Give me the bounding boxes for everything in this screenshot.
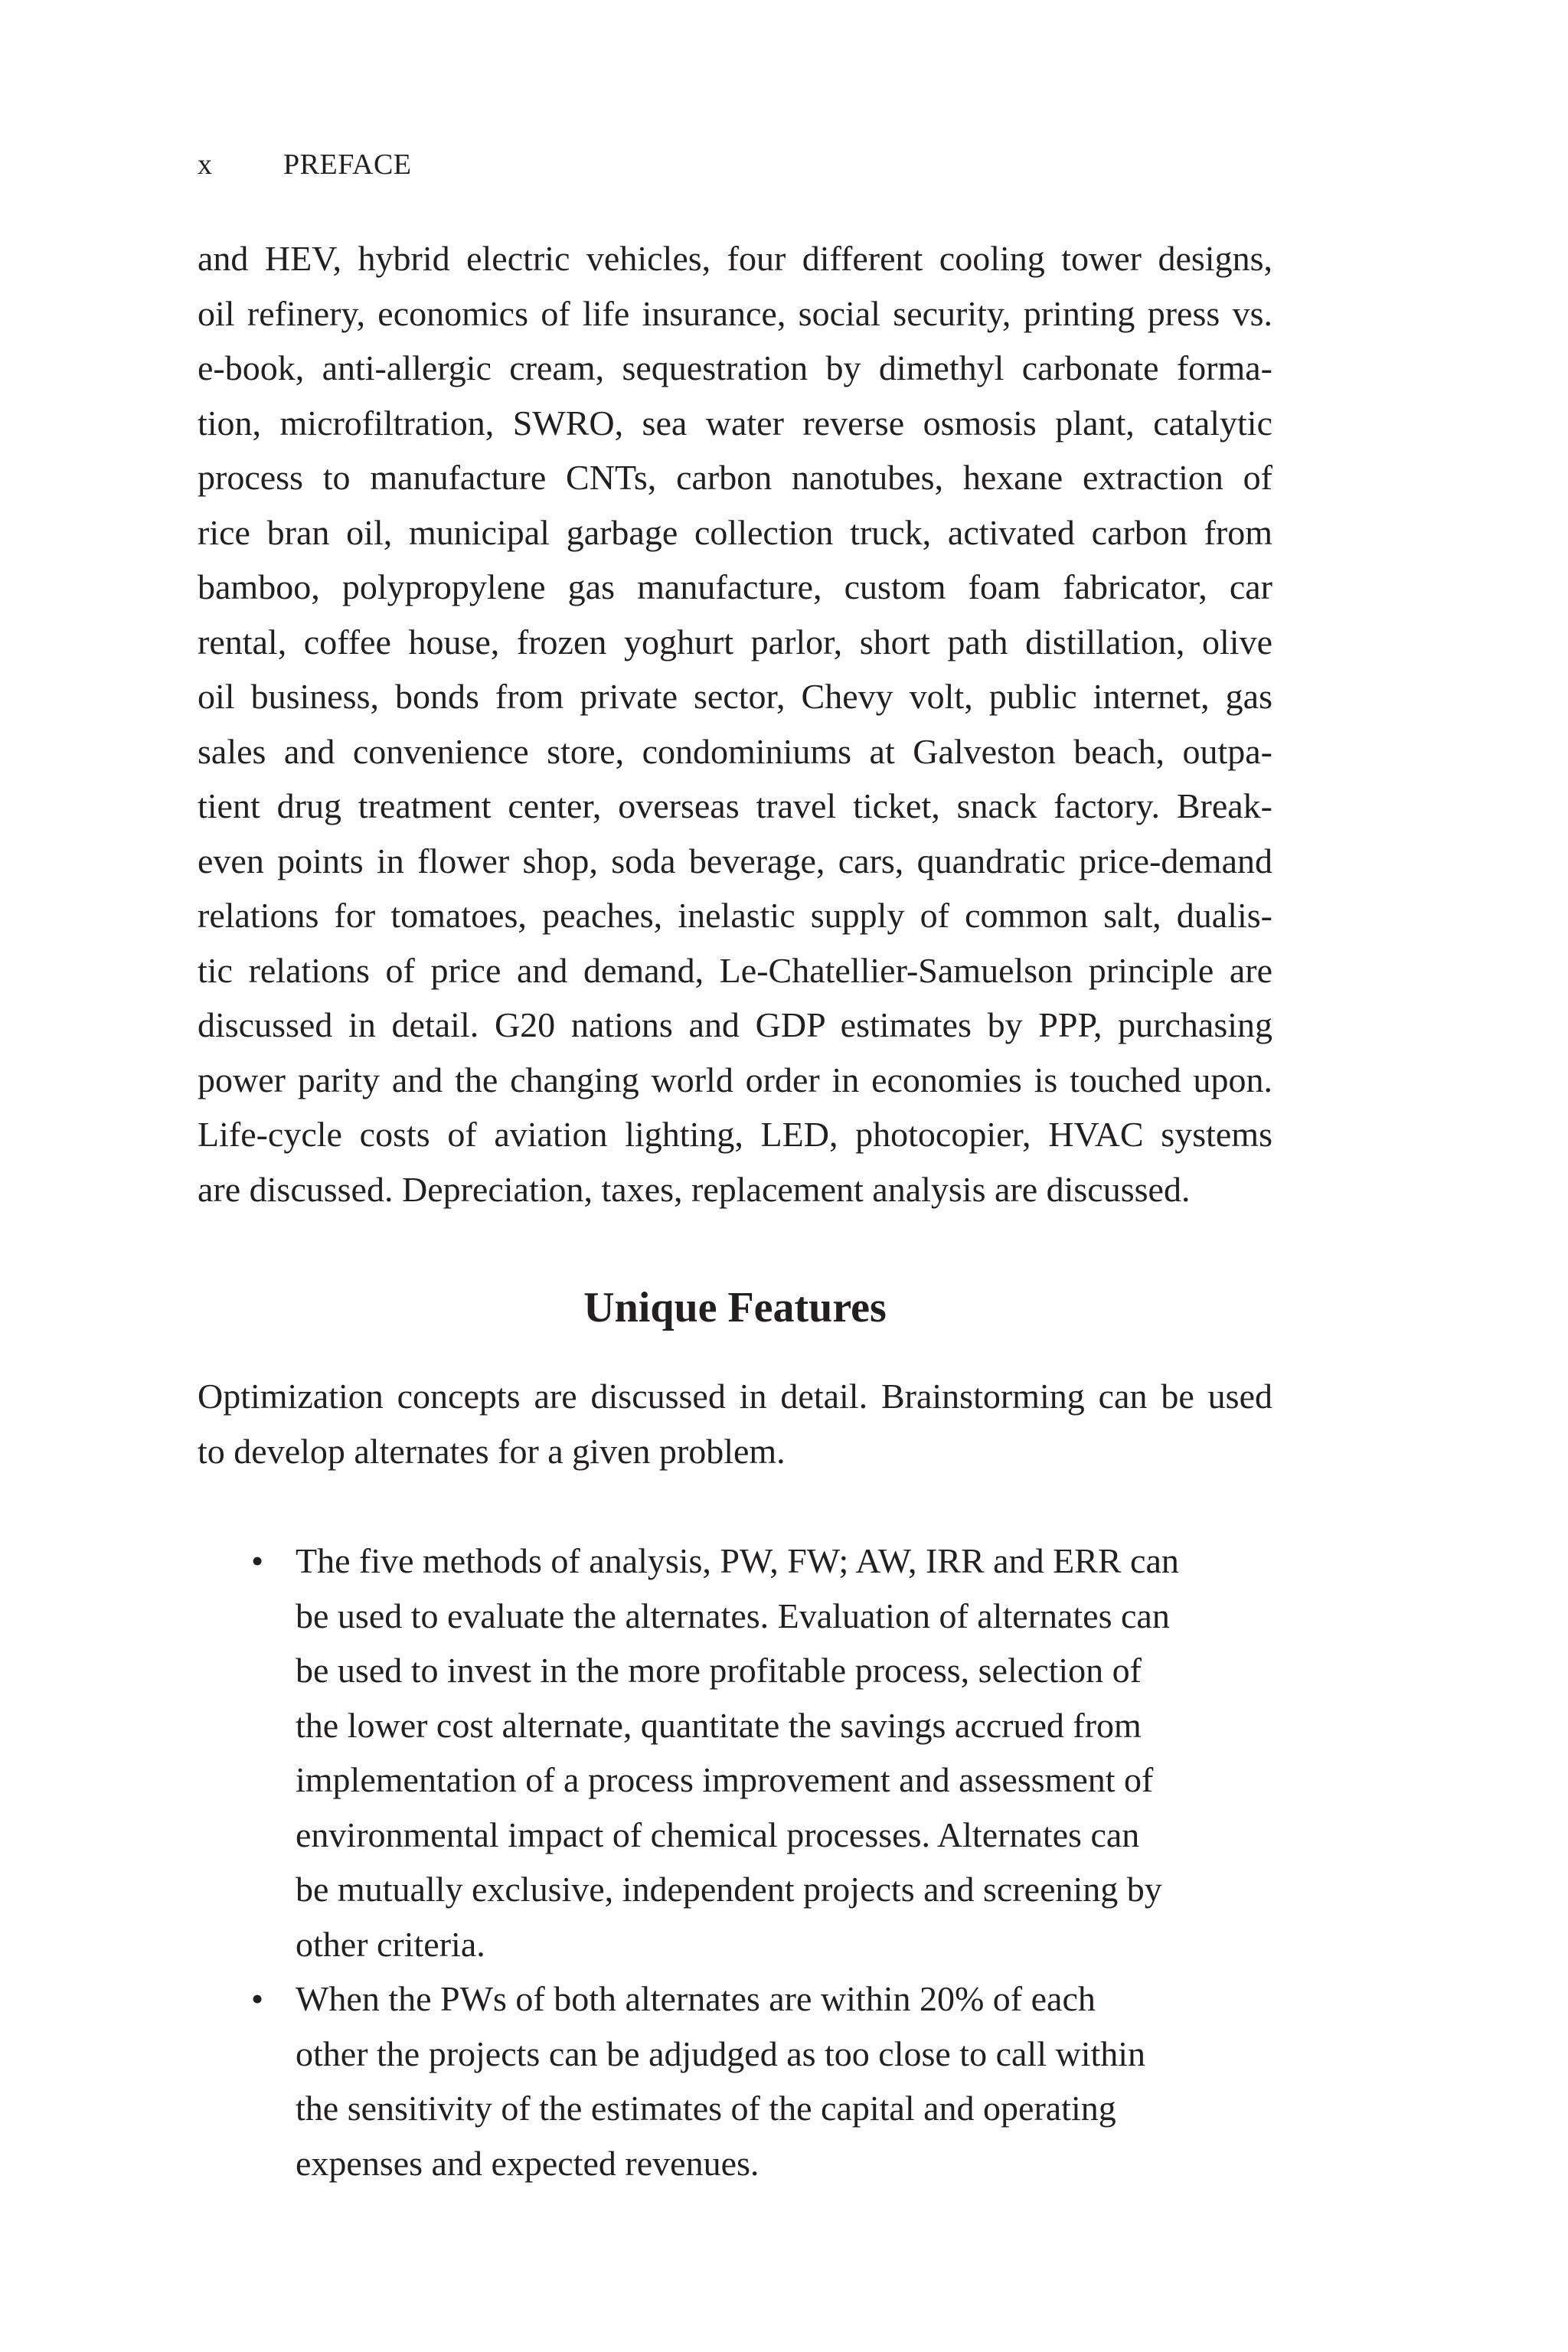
- text-line: relations for tomatoes, peaches, inelastic supply of common salt, dualis-: [198, 896, 1272, 935]
- text-line: e-book, anti-allergic cream, sequestration by dimethyl carbonate forma-: [198, 348, 1272, 387]
- bullet-text-line: other criteria.: [296, 1924, 485, 1964]
- text-line: Optimization concepts are discussed in detail. Brainstorming can be used: [198, 1377, 1272, 1416]
- page-number: x: [198, 149, 213, 181]
- bullet-text-line: be used to invest in the more profitable process, selection of: [296, 1651, 1142, 1690]
- text-line: tion, microfiltration, SWRO, sea water reverse osmosis plant, catalytic: [198, 403, 1272, 443]
- bullet-text-line: expenses and expected revenues.: [296, 2143, 760, 2183]
- bullet-text-line: The five methods of analysis, PW, FW; AW, IRR and ERR can: [296, 1541, 1179, 1580]
- bullet-icon: •: [251, 1541, 264, 1580]
- bullet-text-line: When the PWs of both alternates are within 20% of each: [296, 1979, 1096, 2018]
- text-line: tient drug treatment center, overseas travel ticket, snack factory. Break-: [198, 786, 1272, 825]
- text-line: are discussed. Depreciation, taxes, replacement analysis are discussed.: [198, 1169, 1191, 1209]
- text-line: sales and convenience store, condominiums at Galveston beach, outpa-: [198, 731, 1272, 771]
- text-line: rental, coffee house, frozen yoghurt parlor, short path distillation, olive: [198, 622, 1272, 662]
- text-line: power parity and the changing world order in economies is touched upon.: [198, 1060, 1272, 1099]
- text-line: Life-cycle costs of aviation lighting, LED, photocopier, HVAC systems: [198, 1115, 1272, 1154]
- bullet-list: [198, 1534, 1272, 2190]
- text-line: oil business, bonds from private sector, Chevy volt, public internet, gas: [198, 677, 1272, 716]
- bullet-text-line: the sensitivity of the estimates of the capital and operating: [296, 2089, 1116, 2128]
- text-line: to develop alternates for a given problem.: [198, 1431, 786, 1471]
- bullet-item: [198, 1971, 1272, 2190]
- bullet-text-line: the lower cost alternate, quantitate the savings accrued from: [296, 1705, 1142, 1745]
- bullet-text-line: be mutually exclusive, independent projects and screening by: [296, 1870, 1162, 1909]
- bullet-text-line: other the projects can be adjudged as too close to call within: [296, 2034, 1146, 2073]
- text-line: discussed in detail. G20 nations and GDP estimates by PPP, purchasing: [198, 1005, 1272, 1044]
- running-head: [198, 145, 412, 184]
- text-line: oil refinery, economics of life insurance, social security, printing press vs.: [198, 293, 1272, 333]
- text-line: even points in flower shop, soda beverage, cars, quandratic price-demand: [198, 841, 1272, 880]
- features-paragraph: [198, 1369, 1272, 1478]
- text-line: tic relations of price and demand, Le-Chatellier-Samuelson principle are: [198, 950, 1272, 990]
- bullet-text-line: be used to evaluate the alternates. Evaluation of alternates can: [296, 1596, 1170, 1635]
- bullet-item: [198, 1534, 1272, 1971]
- bullet-text-line: environmental impact of chemical processes. Alternates can: [296, 1815, 1140, 1854]
- text-line: process to manufacture CNTs, carbon nanotubes, hexane extraction of: [198, 458, 1272, 497]
- text-line: bamboo, polypropylene gas manufacture, custom foam fabricator, car: [198, 567, 1272, 606]
- bullet-icon: •: [251, 1979, 264, 2018]
- bullet-text-line: implementation of a process improvement and assessment of: [296, 1760, 1154, 1799]
- running-head-section: PREFACE: [283, 149, 412, 181]
- text-line: rice bran oil, municipal garbage collection truck, activated carbon from: [198, 512, 1272, 552]
- section-heading: Unique Features: [583, 1284, 887, 1331]
- intro-paragraph: [198, 231, 1272, 1217]
- text-line: and HEV, hybrid electric vehicles, four different cooling tower designs,: [198, 239, 1272, 278]
